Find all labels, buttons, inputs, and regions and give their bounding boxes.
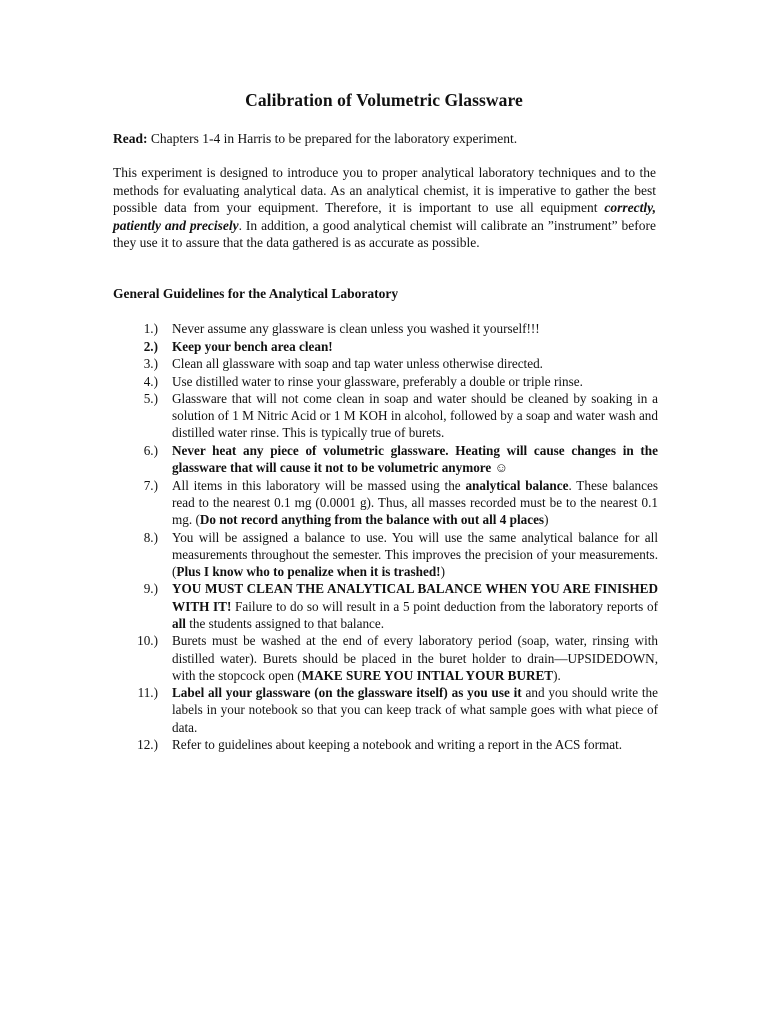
intro-emphasis: correctly, patiently and precisely [113,200,656,233]
intro-part-1: This experiment is designed to introduce you to proper analytical laboratory techniques and to the methods for evaluating analytical data. As an analytical chemist, it is imperative to gather the best possible data from your equipment. Therefore, it is important to use all equipment [113,165,656,215]
document-title: Calibration of Volumetric Glassware [245,90,523,110]
guideline-item [113,390,658,442]
guideline-number: 2.) [143,338,158,354]
guidelines-heading: General Guidelines for the Analytical Laboratory [113,286,399,301]
guideline-plain-text: You will be assigned a balance to use. You will use the same analytical balance for all measurements throughout the semester. This improves the precision of your measurements. ( [172,529,658,579]
guideline-item [113,477,658,529]
guideline-plain-text: Glassware that will not come clean in soap and water should be cleaned by soaking in a solution of 1 M Nitric Acid or 1 M KOH in alcohol, followed by a soap and water wash and distilled water rinse. This is typically true of burets. [172,391,658,441]
guideline-plain-text: the students assigned to that balance. [185,615,385,631]
guideline-plain-text: ) [544,512,549,528]
guideline-number: 11.) [137,685,158,701]
guideline-plain-text: and you should write the labels in your notebook so that you can keep track of what sample goes with what piece of data. [172,685,658,735]
guideline-plain-text: Clean all glassware with soap and tap water unless otherwise directed. [172,356,543,371]
guideline-text [172,373,658,390]
guideline-plain-text: All items in this laboratory will be massed using the [172,477,466,493]
guideline-item [113,632,658,684]
guideline-text [172,736,658,753]
guideline-plain-text: Never assume any glassware is clean unless you washed it yourself!!! [172,321,540,336]
read-label: Read: [113,131,148,146]
guideline-item [113,338,658,355]
guideline-text [172,338,658,355]
guideline-bold-text: Plus I know who to penalize when it is trashed! [176,563,441,579]
guideline-text [172,684,658,736]
guideline-item [113,684,658,736]
guideline-plain-text: Refer to guidelines about keeping a notebook and writing a report in the ACS format. [172,737,623,753]
guideline-plain-text: ). [553,667,561,683]
guideline-number: 1.) [143,321,158,336]
reading-assignment [113,130,658,148]
guideline-item [113,580,658,632]
guideline-text [172,632,658,684]
guideline-number: 10.) [137,633,158,649]
guideline-bold-text: MAKE SURE YOU INTIAL YOUR BURET [301,667,554,683]
guideline-number: 6.) [143,442,158,458]
guideline-number: 4.) [143,373,158,389]
guideline-item [113,736,658,753]
read-text: Chapters 1-4 in Harris to be prepared for the laboratory experiment. [147,131,518,146]
guideline-text [172,390,658,442]
guideline-item [113,373,658,390]
guideline-bold-text: analytical balance [465,477,569,493]
guideline-plain-text: Use distilled water to rinse your glassware, preferably a double or triple rinse. [172,373,583,389]
guideline-text [172,320,658,337]
guideline-bold-text: Do not record anything from the balance with out all 4 places [199,512,545,528]
intro-paragraph [113,164,656,252]
guideline-bold-text: Keep your bench area clean! [172,338,333,354]
guideline-number: 7.) [143,477,158,493]
guideline-bold-text: Label all your glassware (on the glassware itself) as you use it [172,685,522,701]
guideline-bold-text: YOU MUST CLEAN THE ANALYTICAL BALANCE WHEN YOU ARE FINISHED WITH IT! [172,581,658,614]
guideline-bold-text: Never heat any piece of volumetric glassware. Heating will cause changes in the glassware that will cause it not to be volumetric anymore ☺ [172,442,658,476]
guideline-text [172,580,658,632]
guideline-text [172,355,658,372]
guideline-number: 12.) [137,737,158,753]
guideline-item [113,355,658,372]
guideline-number: 9.) [143,581,158,597]
guideline-number: 3.) [143,356,158,371]
guideline-plain-text: Failure to do so will result in a 5 point deduction from the laboratory reports of [231,598,658,614]
guideline-text [172,529,658,581]
guidelines-list [113,320,658,754]
guideline-plain-text: Burets must be washed at the end of every laboratory period (soap, water, rinsing with distilled water). Burets should be placed in the buret holder to drain—UPSIDEDOWN, with the stopcock open ( [172,633,658,683]
guideline-text [172,477,658,529]
guideline-number: 5.) [143,391,158,406]
guideline-text [172,442,658,476]
guideline-plain-text: ) [440,563,445,579]
guideline-item [113,320,658,337]
guideline-plain-text: . These balances read to the nearest 0.1 mg (0.0001 g). Thus, all masses recorded must be to the nearest 0.1 mg. ( [172,477,658,528]
guideline-item [113,442,658,476]
intro-part-2: . In addition, a good analytical chemist will calibrate an ”instrument” before they use it to assure that the data gathered is as accurate as possible. [113,217,656,250]
guideline-number: 8.) [143,529,158,545]
guideline-bold-text: all [172,615,186,631]
guideline-item [113,529,658,581]
